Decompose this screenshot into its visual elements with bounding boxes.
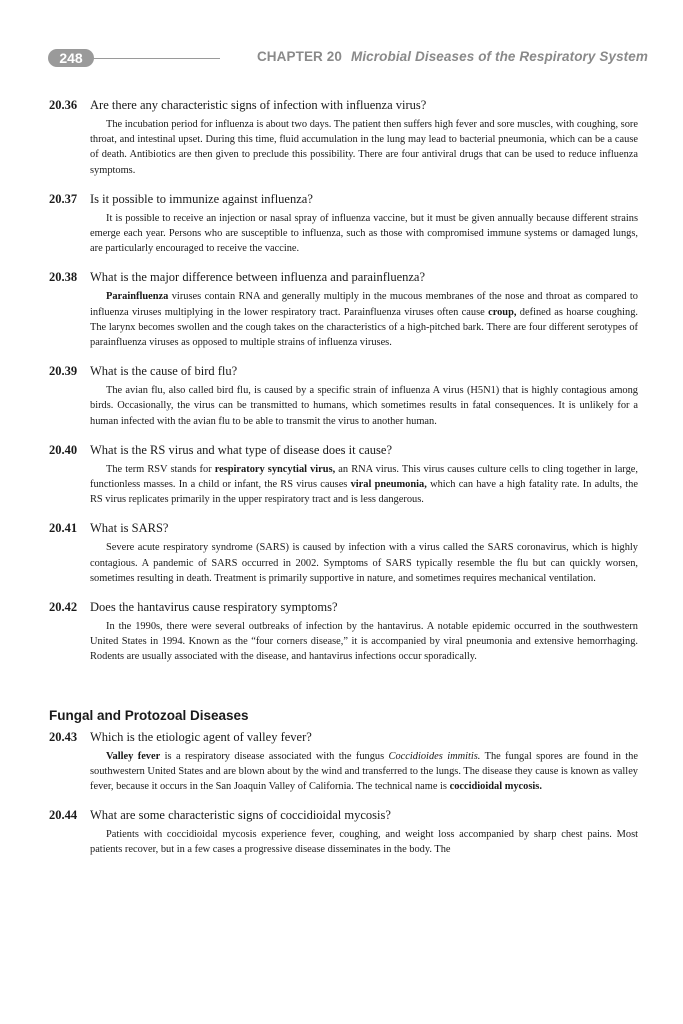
header-rule (92, 58, 220, 59)
answer (90, 462, 638, 508)
qa-item (49, 442, 638, 508)
question (49, 442, 638, 458)
key-term: coccidioidal mycosis. (449, 781, 542, 793)
qa-item (49, 363, 638, 429)
answer-text: Severe acute respiratory syndrome (SARS) is caused by infection with a virus called the SARS coronavirus, which is highly contagious. A pandemic of SARS occurred in 2002. Symptoms of SARS typically resemble the flu but can quickly worsen, sometimes resulting in death. Treatment is primarily supportive in nature, and sometimes requires mechanical ventilation. (90, 542, 638, 584)
question (49, 191, 638, 207)
answer-text: The avian flu, also called bird flu, is caused by a specific strain of influenza A virus (H5N1) that is highly contagious among birds. Occasionally, the virus can be transmitted to humans, which sometimes results in fatal consequences. It is unlikely for a human infected with the avian flu to be able to transmit the virus to another human. (90, 385, 638, 427)
page-number-badge: 248 (48, 49, 94, 67)
answer (90, 117, 638, 178)
question-text: Are there any characteristic signs of infection with influenza virus? (90, 98, 427, 112)
key-term: Parainfluenza (106, 291, 169, 303)
question-number: 20.36 (49, 98, 78, 112)
question (49, 807, 638, 823)
qa-item (49, 599, 638, 665)
question-text: What is the RS virus and what type of disease does it cause? (90, 442, 393, 457)
qa-item (49, 729, 638, 795)
question (49, 363, 638, 379)
question-number: 20.43 (49, 729, 78, 744)
organism-name: Coccidioides immitis. (388, 750, 481, 762)
question-text: Does the hantavirus cause respiratory symptoms? (90, 600, 338, 615)
chapter-title (257, 49, 648, 64)
qa-item (49, 97, 638, 178)
question-text: Which is the etiologic agent of valley fever? (90, 729, 312, 744)
page-content (49, 97, 638, 871)
question-text: What are some characteristic signs of coccidioidal mycosis? (90, 808, 391, 823)
answer-text: The fungal spores are found in the southwestern United States and are blown about by the wind and transferred to the lungs. The disease they cause is known as valley fever, because it occurs in the San Joaquin Valley of California. The technical name is (90, 750, 638, 793)
key-term: Valley fever (106, 750, 161, 762)
answer-text: defined as hoarse coughing. The larynx becomes swollen and the cough takes on the characteristics of a high-pitched bark. There are four different serotypes of parainfluenza viruses as opposed to multiple strains of influenza viruses. (90, 306, 639, 349)
answer-text: The incubation period for influenza is about two days. The patient then suffers high fever and sore muscles, with coughing, sore throat, and intestinal upset. During this time, fluid accumulation in the lung may lead to bacterial pneumonia, which can be a cause of death. Antibiotics are then given to preclude this possibility. There are four antiviral drugs that can be used to reduce influenza symptoms. (90, 119, 638, 176)
key-term: croup, (488, 306, 517, 318)
question-text: Is it possible to immunize against influenza? (90, 191, 313, 206)
question-number: 20.42 (49, 600, 78, 615)
answer (90, 540, 638, 586)
qa-item (49, 807, 638, 857)
key-term: viral pneumonia, (350, 479, 427, 491)
question (49, 97, 638, 113)
answer-text: viruses contain RNA and generally multiply in the mucous membranes of the nose and throat as compared to influenza viruses multiplying in the lower respiratory tract. Parainfluenza viruses often cause (90, 291, 638, 318)
key-term: respiratory syncytial virus, (214, 463, 336, 475)
question-number: 20.38 (49, 270, 78, 285)
qa-item (49, 191, 638, 257)
answer (90, 383, 638, 429)
page-header (48, 48, 648, 70)
question-number: 20.37 (49, 191, 78, 206)
answer (90, 619, 638, 665)
qa-item (49, 520, 638, 586)
section-title: Fungal and Protozoal Diseases (49, 707, 249, 723)
chapter-label: CHAPTER 20 (256, 49, 342, 64)
qa-item (49, 269, 638, 350)
answer (90, 827, 638, 857)
question (49, 520, 638, 536)
question-number: 20.39 (49, 364, 78, 379)
answer (90, 749, 638, 795)
question (49, 599, 638, 615)
answer (90, 289, 638, 350)
answer-text: The term RSV stands for (106, 463, 215, 475)
question-text: What is the major difference between influenza and parainfluenza? (90, 270, 426, 285)
question-number: 20.41 (49, 521, 78, 536)
answer-text: is a respiratory disease associated with the fungus (160, 750, 389, 762)
question-text: What is SARS? (90, 521, 169, 536)
chapter-subject: Microbial Diseases of the Respiratory System (350, 49, 648, 64)
answer-text: Patients with coccidioidal mycosis experience fever, coughing, and weight loss accompanied by sharp chest pains. Most patients recover, but in a few cases a progressive disease disseminates in the body. The (90, 829, 638, 856)
question-number: 20.44 (49, 808, 78, 823)
question-text: What is the cause of bird flu? (90, 364, 238, 379)
answer-text: an RNA virus. This virus causes culture cells to cling together in large, functionless masses. In a child or infant, the RS virus causes (90, 463, 638, 491)
question (49, 729, 638, 745)
answer (90, 211, 638, 257)
answer-text: It is possible to receive an injection or nasal spray of influenza vaccine, but it must be given annually because different strains emerge each year. Persons who are susceptible to influenza, such as those with compromised immune systems or damaged lungs, are particularly encouraged to receive the vaccine. (90, 212, 638, 255)
answer-text: In the 1990s, there were several outbreaks of infection by the hantavirus. A notable epidemic occurred in the southwestern United States in 1994. Known as the “four corners disease,” it is accompanied by viral pneumonia and extensive hemorrhaging. Rodents are usually associated with the disease, and hantavirus infections occur sporadically. (90, 621, 638, 663)
answer-text: which can have a high fatality rate. In adults, the RS virus replicates primarily in the upper respiratory tract and is less dangerous. (90, 479, 638, 506)
question-number: 20.40 (49, 442, 78, 457)
question (49, 269, 638, 285)
